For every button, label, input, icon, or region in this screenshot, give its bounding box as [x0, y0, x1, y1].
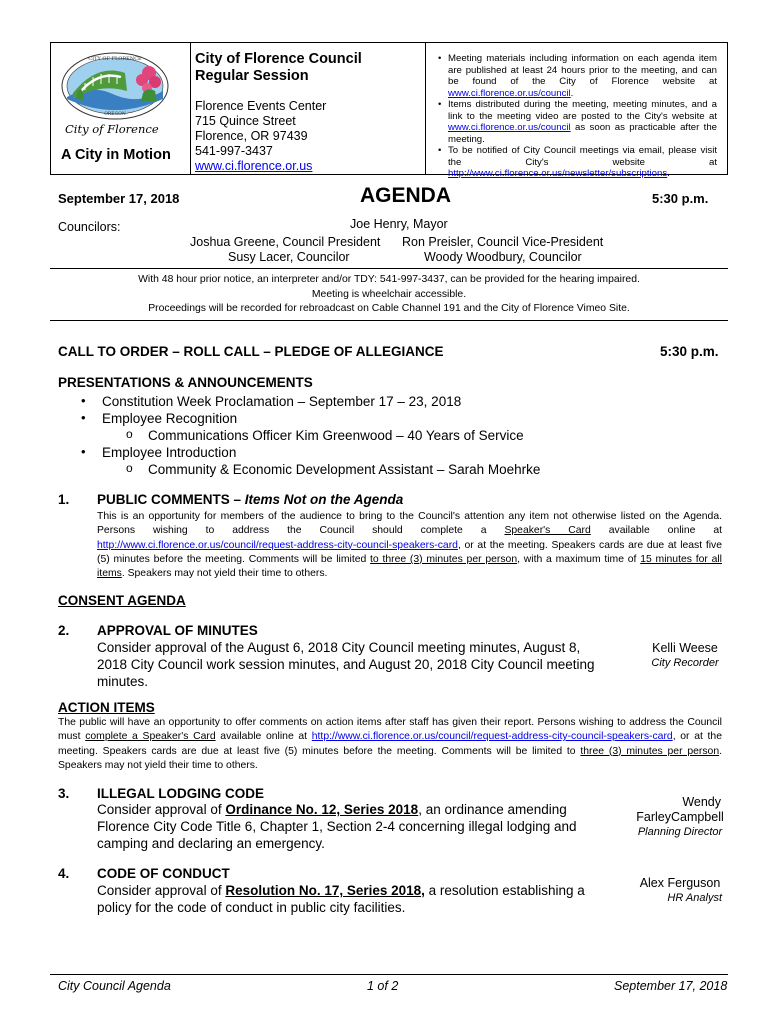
speakers-card-url[interactable]: http://www.ci.florence.or.us/council/request-address-city-council-speakers-card [97, 539, 458, 551]
mayor: Joe Henry, Mayor [350, 217, 448, 231]
accessibility-notice: With 48 hour prior notice, an interpreter and/or TDY: 541-997-3437, can be provided for the hearing impaired. Meeting is wheelchair accessible. Proceedings will be recorded for rebroadcast on Cable Channel 191 and the City of Florence Vimeo Site. [138, 274, 640, 314]
call-to-order: CALL TO ORDER – ROLL CALL – PLEDGE OF ALLEGIANCE [58, 344, 444, 359]
street: 715 Quince Street [195, 114, 296, 128]
illegal-lodging-title: ILLEGAL LODGING CODE [97, 786, 265, 801]
consent-heading: CONSENT AGENDA [58, 593, 186, 608]
divider [50, 268, 728, 269]
call-to-order-time: 5:30 p.m. [660, 344, 719, 359]
bullet-icon: • [81, 393, 86, 408]
code-of-conduct-title: CODE OF CONDUCT [97, 866, 230, 881]
resolution-reference: Resolution No. 17, Series 2018, [225, 883, 425, 898]
presentation-subitem: Community & Economic Development Assistant – Sarah Moehrke [148, 462, 541, 477]
svg-text:OREGON: OREGON [104, 112, 126, 117]
item-number: 2. [58, 623, 70, 638]
speakers-card-link[interactable]: complete a Speaker's Card [85, 731, 216, 743]
bullet-icon: • [81, 410, 86, 425]
contact-info [190, 43, 426, 174]
notice-item: • Items distributed during the meeting, meeting minutes, and a link to the meeting video are posted to the City's website at www.ci.florence.or.us/council as soon as practicable after the meeting. [438, 99, 717, 145]
presentations-heading: PRESENTATIONS & ANNOUNCEMENTS [58, 375, 313, 390]
bullet-icon: • [81, 444, 86, 459]
city-logo [51, 43, 190, 174]
item-number: 1. [58, 492, 70, 507]
sub-bullet-icon: o [126, 461, 133, 475]
item-number: 3. [58, 786, 70, 801]
meeting-notices [426, 43, 727, 179]
action-items-text: The public will have an opportunity to offer comments on action items after staff has given their report. Persons wishing to address the Council must complete a Speaker's Card available online at http://www.ci.florence.or.us/council/request-address-city-council-speakers-card, or at the meeting. Speakers cards are due at least five (5) minutes before the meeting. Comments will be limited to three (3) minutes per person. Speakers may not yield their time to others. [58, 717, 722, 771]
council-link[interactable]: www.ci.florence.or.us/council [448, 122, 571, 133]
council-president: Joshua Greene, Council President [190, 235, 381, 249]
minutes-description: Consider approval of the August 6, 2018 City Council meeting minutes, August 8, 2018 City Council work session minutes, and August 20, 2018 City Council meeting minutes. [97, 640, 595, 689]
venue: Florence Events Center [195, 99, 327, 113]
item-number: 4. [58, 866, 70, 881]
illegal-lodging-description: Consider approval of Ordinance No. 12, Series 2018, an ordinance amending Florence City Code Title 6, Chapter 1, Section 2-4 concerning illegal lodging and camping and declaring an emergency. [97, 802, 577, 851]
header-box [50, 42, 728, 179]
notice-item: • Meeting materials including information on each agenda item are published at least 24 hours prior to the meeting, and can be found of the City of Florence website at www.ci.florence.or.us/council. [438, 53, 717, 99]
logo-tagline: A City in Motion [61, 147, 171, 163]
subscriptions-link[interactable]: http://www.ci.florence.or.us/newsletter/subscriptions [448, 168, 668, 179]
city-state-zip: Florence, OR 97439 [195, 129, 308, 143]
presentation-item: Employee Recognition [102, 411, 238, 426]
notice-item: • To be notified of City Council meetings via email, please visit the City's website at http://www.ci.florence.or.us/newsletter/subscriptions. [438, 145, 717, 180]
public-comments-title: PUBLIC COMMENTS – Items Not on the Agenda [97, 492, 404, 507]
approval-of-minutes-title: APPROVAL OF MINUTES [97, 623, 258, 638]
session-title: Regular Session [195, 68, 309, 84]
council-title: City of Florence Council [195, 51, 362, 67]
sub-bullet-icon: o [126, 427, 133, 441]
councilor: Susy Lacer, Councilor [228, 250, 350, 264]
presentation-item: Constitution Week Proclamation – September 17 – 23, 2018 [102, 394, 462, 409]
page-number: 1 of 2 [367, 979, 399, 993]
footer-title: City Council Agenda [58, 979, 171, 993]
councilor: Woody Woodbury, Councilor [424, 250, 582, 264]
logo-name: City of Florence [65, 122, 159, 136]
public-comments-text: This is an opportunity for members of the audience to bring to the Council's attention any item not otherwise listed on the Agenda. Persons wishing to address the Council should complete a Speaker's Card available online at http://www.ci.florence.or.us/council/request-address-city-council-speakers-card, or at the meeting. Speakers cards are due at least five (5) minutes before the meeting. Comments will be limited to three (3) minutes per person, with a maximum time of 15 minutes for all items. Speakers may not yield their time to others. [97, 511, 723, 580]
speakers-card-link[interactable]: Speaker's Card [504, 525, 591, 537]
councilors-label: Councilors: [58, 220, 121, 234]
speakers-card-url[interactable]: http://www.ci.florence.or.us/council/request-address-city-council-speakers-card [311, 731, 673, 743]
footer-divider [50, 974, 728, 975]
council-link[interactable]: www.ci.florence.or.us/council [448, 87, 571, 99]
phone: 541-997-3437 [195, 144, 273, 158]
footer-date: September 17, 2018 [614, 979, 728, 993]
presentation-item: Employee Introduction [102, 445, 237, 460]
presentation-subitem: Communications Officer Kim Greenwood – 40 Years of Service [148, 428, 524, 443]
agenda-heading: AGENDA [360, 184, 452, 207]
svg-text:CITY OF FLORENCE: CITY OF FLORENCE [88, 56, 142, 62]
divider [50, 320, 728, 321]
website-link[interactable]: www.ci.florence.or.us [195, 159, 313, 173]
presenter: Kelli Weese City Recorder [651, 641, 719, 669]
action-items-heading: ACTION ITEMS [58, 700, 155, 715]
meeting-date: September 17, 2018 [58, 191, 180, 206]
presenter: Alex Ferguson HR Analyst [639, 876, 722, 904]
presenter: Wendy FarleyCampbell Planning Director [636, 795, 724, 838]
council-vice-president: Ron Preisler, Council Vice-President [402, 235, 604, 249]
ordinance-reference: Ordinance No. 12, Series 2018 [225, 802, 419, 817]
code-of-conduct-description: Consider approval of Resolution No. 17, Series 2018, a resolution establishing a policy for the code of conduct in public city facilities. [97, 883, 585, 915]
meeting-time: 5:30 p.m. [652, 191, 709, 206]
